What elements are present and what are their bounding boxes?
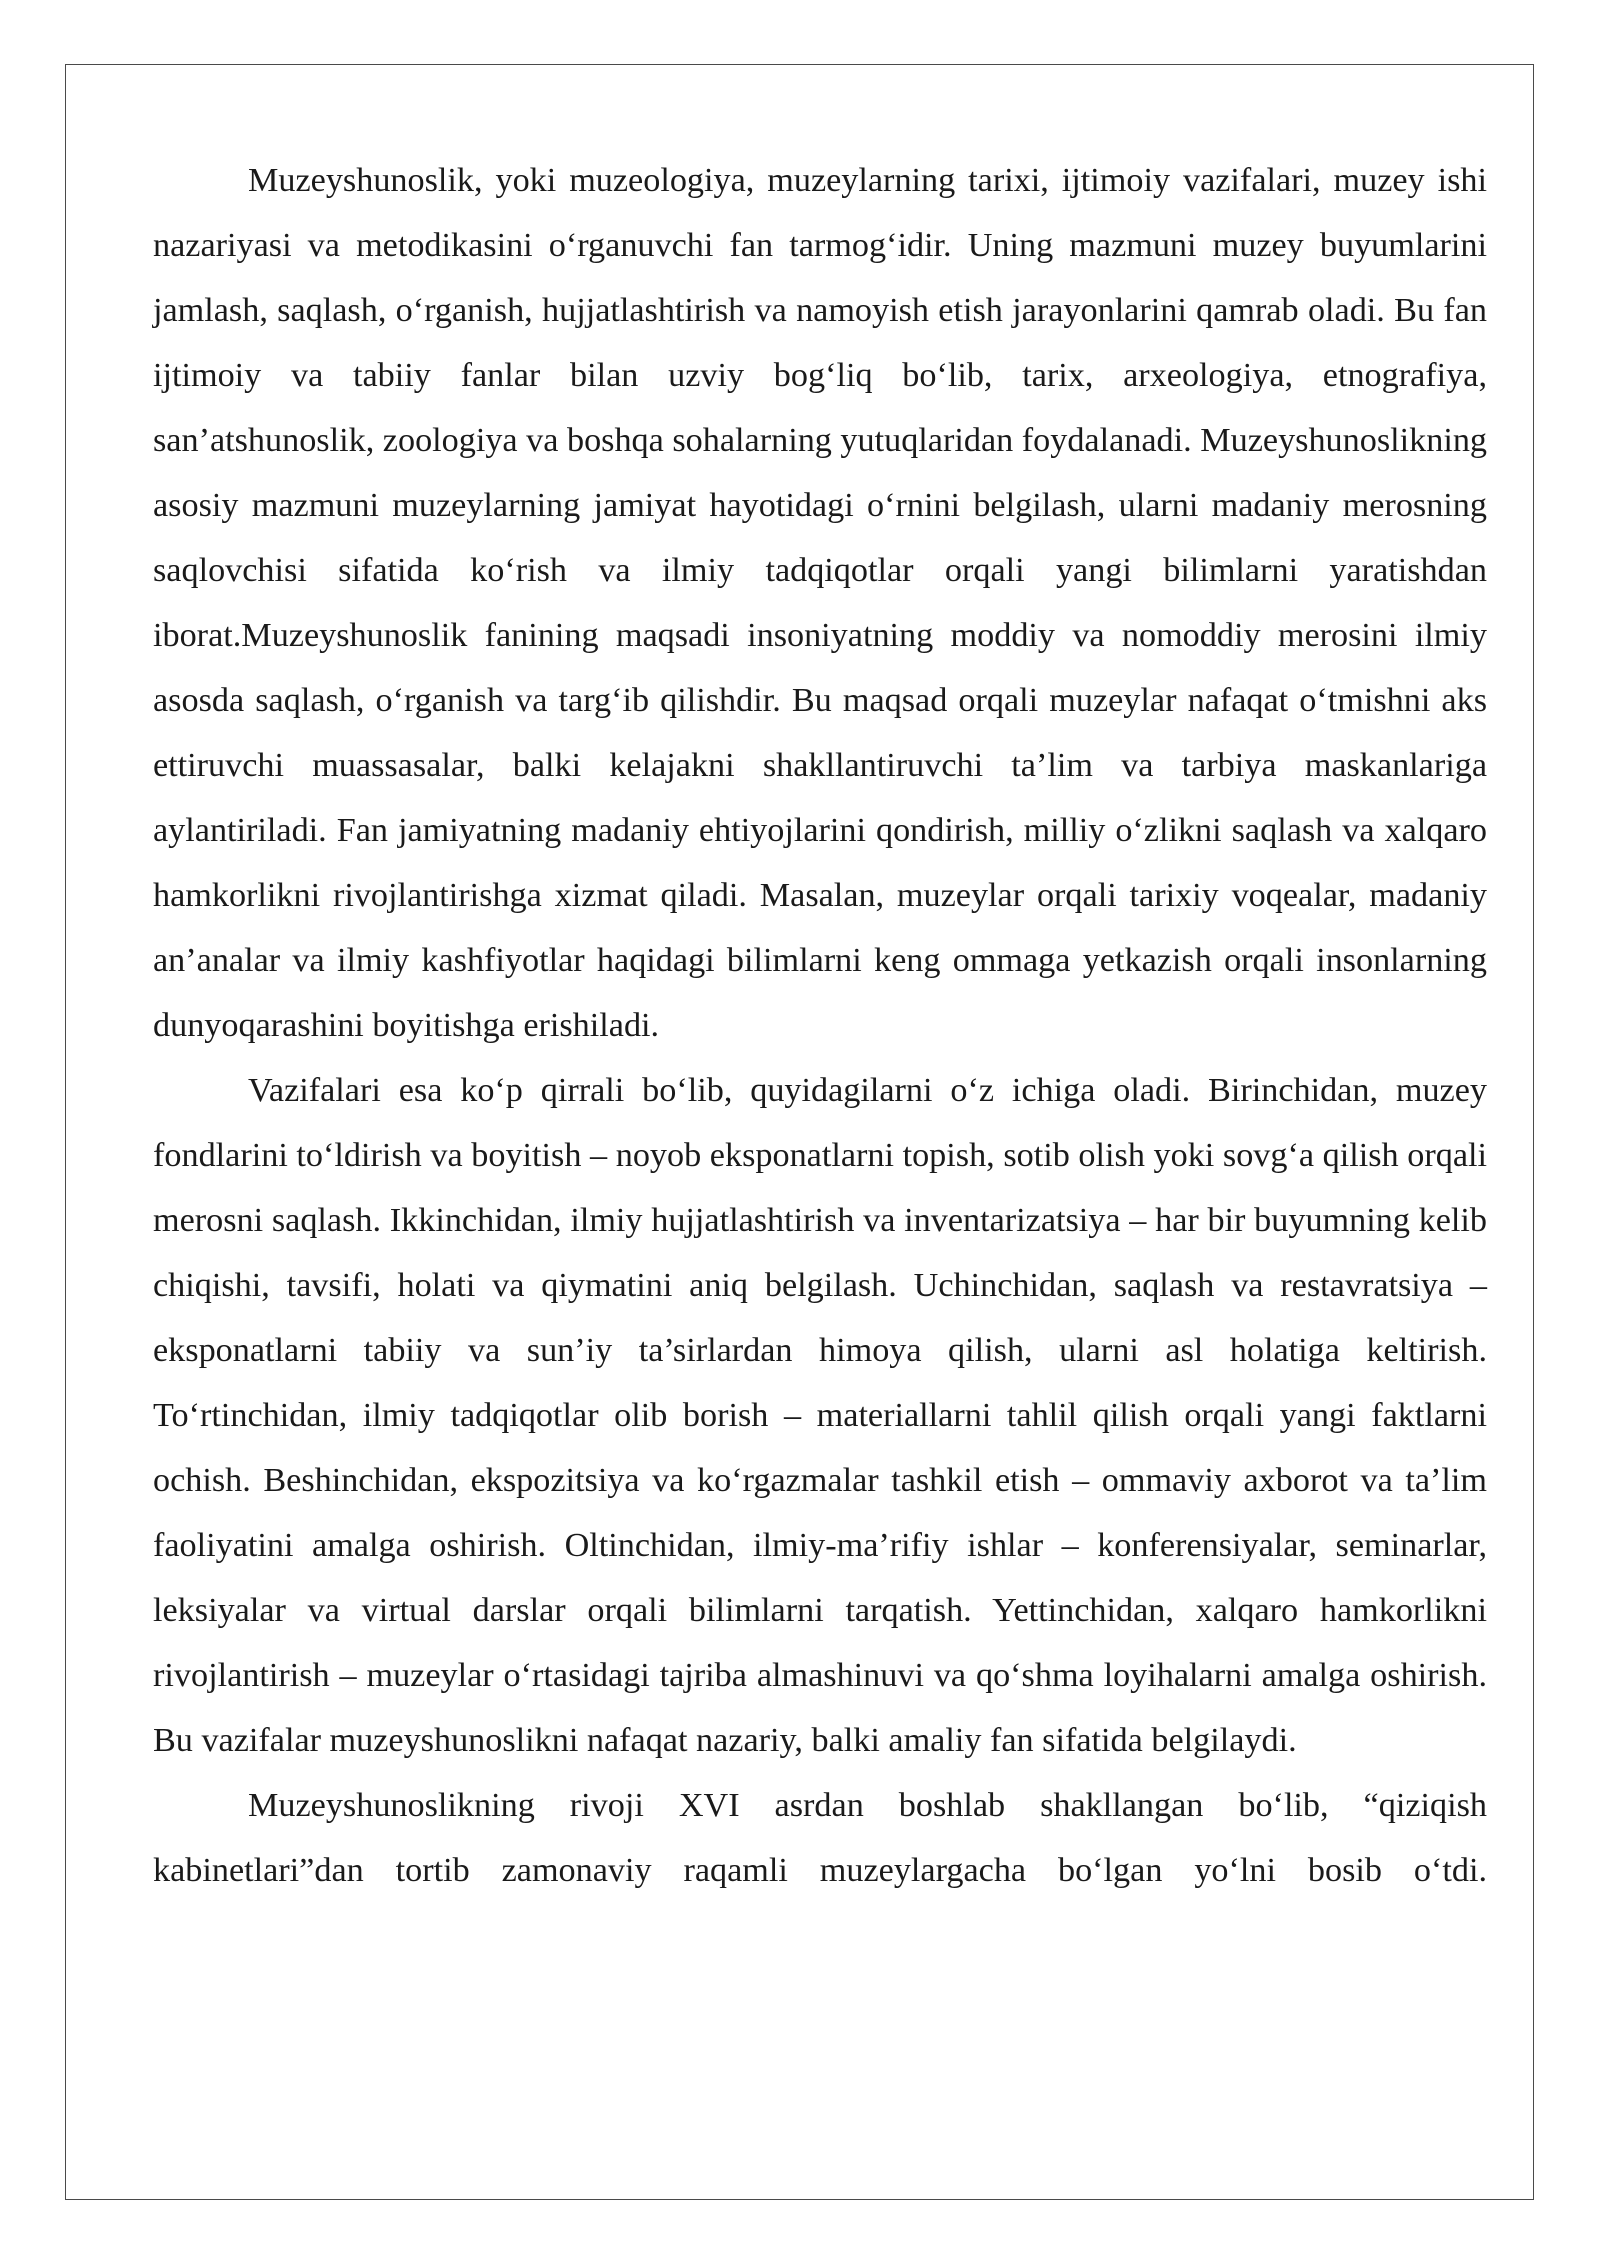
paragraph-2: Vazifalari esa ko‘p qirrali bo‘lib, quyidagilarni o‘z ichiga oladi. Birinchidan, muzey fondlarini to‘ldirish va boyitish – noyob eksponatlarni topish, sotib olish yoki sovg‘a qilish orqali merosni saqlash. Ikkinchidan, ilmiy hujjatlashtirish va inventarizatsiya – har bir buyumning kelib chiqishi, tavsifi, holati va qiymatini aniq belgilash. Uchinchidan, saqlash va restavratsiya – eksponatlarni tabiiy va sun’iy ta’sirlardan himoya qilish, ularni asl holatiga keltirish. To‘rtinchidan, ilmiy tadqiqotlar olib borish – materiallarni tahlil qilish orqali yangi faktlarni ochish. Beshinchidan, ekspozitsiya va ko‘rgazmalar tashkil etish – ommaviy axborot va ta’lim faoliyatini amalga oshirish. Oltinchidan, ilmiy-ma’rifiy ishlar – konferensiyalar, seminarlar, leksiyalar va virtual darslar orqali bilimlarni tarqatish. Yettinchidan, xalqaro hamkorlikni rivojlantirish – muzeylar o‘rtasidagi tajriba almashinuvi va qo‘shma loyihalarni amalga oshirish. Bu vazifalar muzeyshunoslikni nafaqat nazariy, balki amaliy fan sifatida belgilaydi. bbox=[153, 1072, 1487, 1759]
paragraph-3: Muzeyshunoslikning rivoji XVI asrdan boshlab shakllangan bo‘lib, “qiziqish kabinetlari”dan tortib zamonaviy raqamli muzeylargacha bo‘lgan yo‘lni bosib o‘tdi. bbox=[153, 1787, 1487, 1889]
paragraph-1: Muzeyshunoslik, yoki muzeologiya, muzeylarning tarixi, ijtimoiy vazifalari, muzey ishi nazariyasi va metodikasini o‘rganuvchi fan tarmog‘idir. Uning mazmuni muzey buyumlarini jamlash, saqlash, o‘rganish, hujjatlashtirish va namoyish etish jarayonlarini qamrab oladi. Bu fan ijtimoiy va tabiiy fanlar bilan uzviy bog‘liq bo‘lib, tarix, arxeologiya, etnografiya, san’atshunoslik, zoologiya va boshqa sohalarning yutuqlaridan foydalanadi. Muzeyshunoslikning asosiy mazmuni muzeylarning jamiyat hayotidagi o‘rnini belgilash, ularni madaniy merosning saqlovchisi sifatida ko‘rish va ilmiy tadqiqotlar orqali yangi bilimlarni yaratishdan iborat.Muzeyshunoslik fanining maqsadi insoniyatning moddiy va nomoddiy merosini ilmiy asosda saqlash, o‘rganish va targ‘ib qilishdir. Bu maqsad orqali muzeylar nafaqat o‘tmishni aks ettiruvchi muassasalar, balki kelajakni shakllantiruvchi ta’lim va tarbiya maskanlariga aylantiriladi. Fan jamiyatning madaniy ehtiyojlarini qondirish, milliy o‘zlikni saqlash va xalqaro hamkorlikni rivojlantirishga xizmat qiladi. Masalan, muzeylar orqali tarixiy voqealar, madaniy an’analar va ilmiy kashfiyotlar haqidagi bilimlarni keng ommaga yetkazish orqali insonlarning dunyoqarashini boyitishga erishiladi. bbox=[153, 162, 1488, 1044]
document-body bbox=[153, 148, 1487, 1903]
